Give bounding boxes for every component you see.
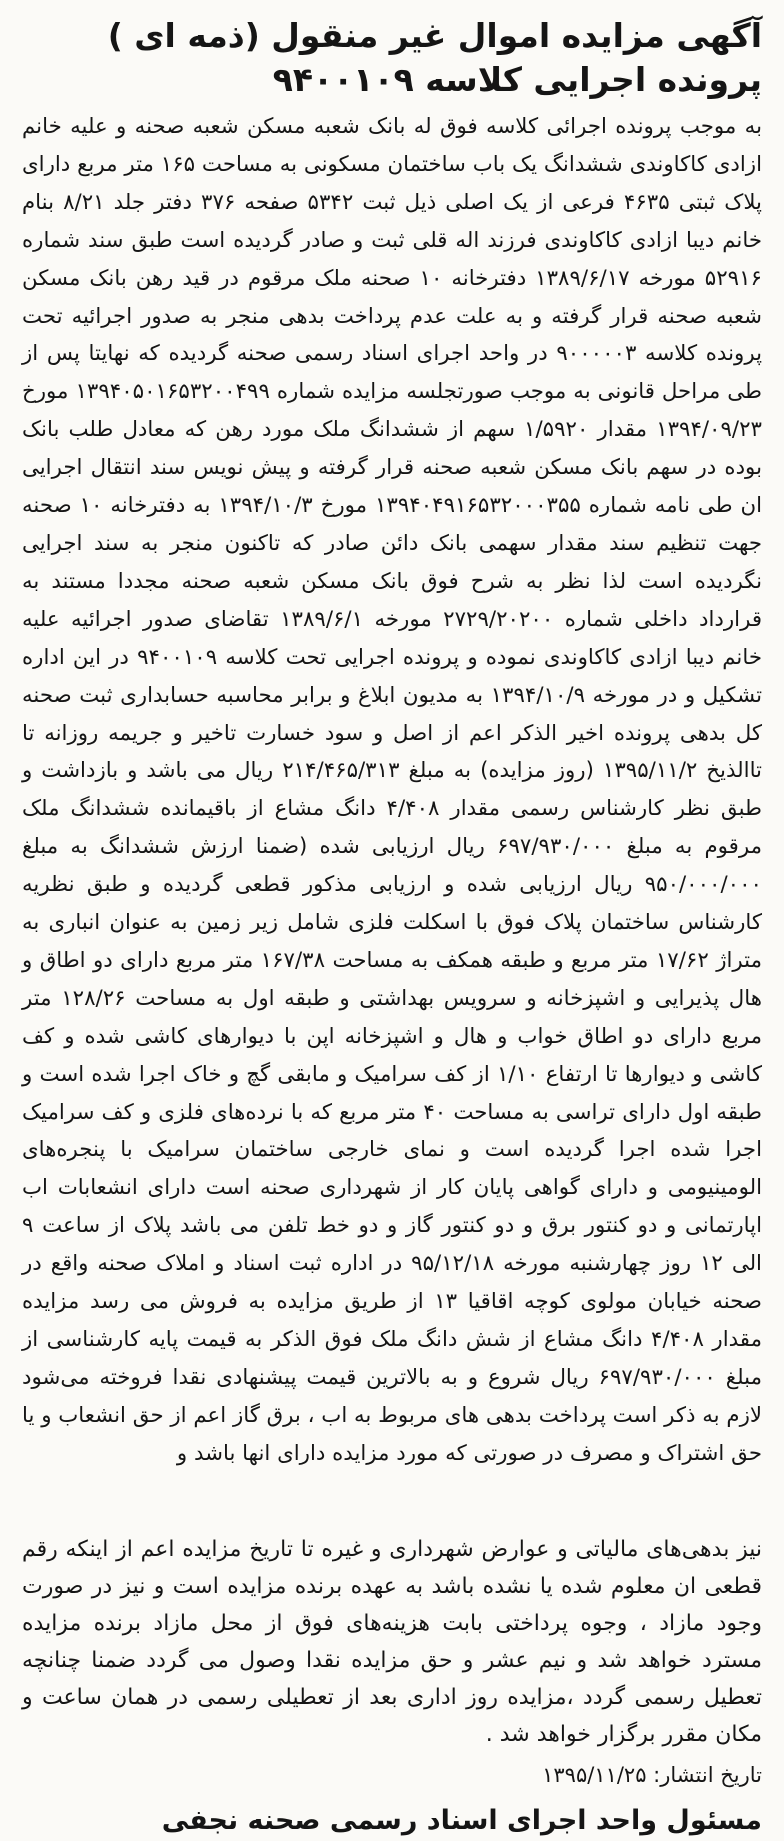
notice-title: آگهی مزایده اموال غیر منقول (ذمه ای ) پرونده اجرایی کلاسه ۹۴۰۰۱۰۹ — [107, 16, 762, 99]
notice-body-continued: نیز بدهی‌های مالیاتی و عوارض شهرداری و غیره تا تاریخ مزایده اعم از اینکه رقم قطعی ان معلوم شده یا نشده باشد به عهده برنده مزایده است و نیز در صورت وجود مازاد ، وجوه پرداختی بابت هزینه‌های فوق از محل مازاد برنده مزایده مسترد خواهد شد و نیم عشر و حق مزایده نقدا وصول می گردد ضمنا چنانچه تعطیل رسمی گردد ،مزایده روز اداری بعد از تعطیلی رسمی در همان ساعت و مکان مقرر برگزار خواهد شد . — [22, 1536, 762, 1747]
signature-line: مسئول واحد اجرای اسناد رسمی صحنه نجفی — [161, 1804, 762, 1836]
notice-body: به موجب پرونده اجرائی کلاسه فوق له بانک شعبه مسکن شعبه صحنه و علیه خانم ازادی کاکاوندی ششدانگ یک باب ساختمان مسکونی به مساحت ۱۶۵ متر مربع دارای پلاک ثبتی ۴۶۳۵ فرعی از یک اصلی ذیل ثبت ۵۳۴۲ صفحه ۳۷۶ دفتر جلد ۸/۲۱ بنام خانم دیبا ازادی کاکاوندی فرزند اله قلی ثبت و صادر گردیده است طبق سند شماره ۵۲۹۱۶ مورخه ۱۳۸۹/۶/۱۷ دفترخانه ۱۰ صحنه ملک مرقوم در قید رهن بانک مسکن شعبه صحنه قرار گرفته و به علت عدم پرداخت بدهی منجر به صدور اجرائیه تحت پرونده کلاسه ۹۰۰۰۰۰۳ در واحد اجرای اسناد رسمی صحنه گردیده که نهایتا پس از طی مراحل قانونی به موجب صورتجلسه مزایده شماره ۱۳۹۴۰۵۰۱۶۵۳۲۰۰۴۹۹ مورخ ۱۳۹۴/۰۹/۲۳ مقدار ۱/۵۹۲۰ سهم از ششدانگ ملک مورد رهن که معادل طلب بانک بوده در سهم بانک مسکن شعبه صحنه قرار گرفته و پیش نویس سند انتقال اجرایی ان طی نامه شماره ۱۳۹۴۰۴۹۱۶۵۳۲۰۰۰۳۵۵ مورخ ۱۳۹۴/۱۰/۳ به دفترخانه ۱۰ صحنه جهت تنظیم سند مقدار سهمی بانک دائن صادر که تاکنون منجر به سند اجرایی نگردیده است لذا نظر به شرح فوق بانک مسکن شعبه صحنه مجددا مستند به قرارداد داخلی شماره ۲۷۲۹/۲۰۲۰۰ مورخه ۱۳۸۹/۶/۱ تقاضای صدور اجرائیه علیه خانم دیبا ازادی کاکاوندی نموده و پرونده اجرایی تحت کلاسه ۹۴۰۰۱۰۹ در این اداره تشکیل و در مورخه ۱۳۹۴/۱۰/۹ به مدیون ابلاغ و برابر محاسبه حسابداری ثبت صحنه کل بدهی پرونده اخیر الذکر اعم از اصل و سود خسارت تاخیر و جریمه روزانه تا تاالذیخ ۱۳۹۵/۱۱/۲ (روز مزایده) به مبلغ ۲۱۴/۴۶۵/۳۱۳ ریال می باشد و بازداشت و طبق نظر کارشناس رسمی مقدار ۴/۴۰۸ دانگ مشاع از باقیمانده ششدانگ ملک مرقوم به مبلغ ۶۹۷/۹۳۰/۰۰۰ ریال ارزیابی شده (ضمنا ارزش ششدانگ به مبلغ ۹۵۰/۰۰۰/۰۰۰ ریال ارزیابی شده و ارزیابی مذکور قطعی گردیده و طبق نظریه کارشناس ساختمان پلاک فوق با اسکلت فلزی شامل زیر زمین به عنوان انباری به متراژ ۱۷/۶۲ متر مربع و طبقه همکف به مساحت ۱۶۷/۳۸ متر مربع دارای دو اطاق و هال پذیرایی و اشپزخانه و سرویس بهداشتی و طبقه اول به مساحت ۱۲۸/۲۶ متر مربع دارای دو اطاق خواب و هال و اشپزخانه اپن با دیوارهای کاشی شده و کف کاشی و دیوارها تا ارتفاع ۱/۱۰ از کف سرامیک و مابقی گچ و خاک اجرا شده است و طبقه اول دارای تراسی به مساحت ۴۰ متر مربع که با نرده‌های فلزی و کف سرامیک اجرا شده اجرا گردیده است و نمای خارجی ساختمان سرامیک با پنجره‌های الومینیومی و دارای گواهی پایان کار از شهرداری صحنه است دارای انشعابات اب اپارتمانی و دو کنتور برق و دو کنتور گاز و دو خط تلفن می باشد پلاک از ساعت ۹ الی ۱۲ روز چهارشنبه مورخه ۹۵/۱۲/۱۸ در اداره ثبت اسناد و املاک صحنه واقع در صحنه خیابان مولوی کوچه اقاقیا ۱۳ از طریق مزایده به فروش می رسد مزایده مقدار ۴/۴۰۸ دانگ مشاع از شش دانگ ملک فوق الذکر به قیمت پایه کارشناسی از مبلغ ۶۹۷/۹۳۰/۰۰۰ ریال شروع و به بالاترین قیمت پیشنهادی نقدا فروخته می‌شود لازم به ذکر است پرداخت بدهی های مربوط به اب ، برق گاز اعم از حق انشعاب و یا حق اشتراک و مصرف در صورتی که مورد مزایده دارای انها باشد و — [22, 114, 763, 1466]
publication-date: تاریخ انتشار: ۱۳۹۵/۱۱/۲۵ — [542, 1762, 762, 1787]
